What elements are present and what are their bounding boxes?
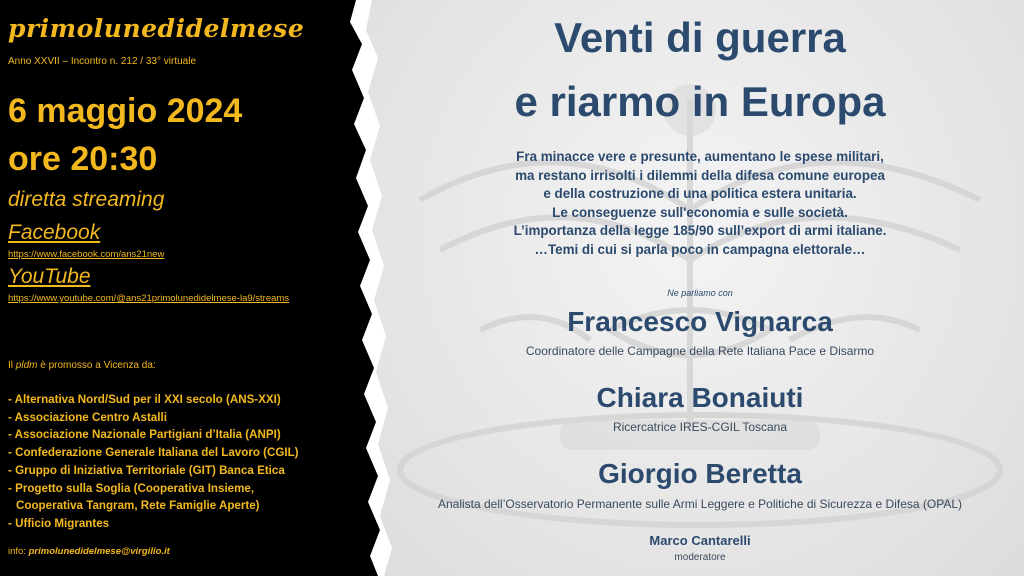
organization-item: Cooperativa Tangram, Rete Famiglie Aperte): [16, 499, 260, 513]
promo-prefix: Il: [8, 360, 13, 371]
contact-email-link[interactable]: primolunedidelmese@virgilio.it: [28, 546, 170, 557]
event-date: 6 maggio 2024: [8, 92, 243, 130]
organizations-list: [8, 391, 299, 533]
youtube-url-link[interactable]: https://www.youtube.com/@ans21primolunedidelmese-la9/streams: [8, 293, 290, 304]
event-title-line1: Venti di guerra: [554, 14, 846, 61]
speaker-name: Giorgio Beretta: [598, 458, 802, 489]
speaker-role: Ricercatrice IRES-CGIL Toscana: [612, 420, 788, 434]
organization-item: - Associazione Nazionale Partigiani d’Italia (ANPI): [8, 428, 281, 442]
facebook-url-link[interactable]: https://www.facebook.com/ans21new: [8, 249, 165, 260]
organization-item: - Ufficio Migrantes: [8, 516, 110, 530]
speaker-role: Analista dell’Osservatorio Permanente sulle Armi Leggere e Politiche di Sicurezza e Difesa (OPAL): [437, 497, 963, 511]
description-line: e della costruzione di una politica estera unitaria.: [543, 186, 857, 202]
speaker-role: Coordinatore delle Campagne della Rete Italiana Pace e Disarmo: [525, 344, 875, 358]
organization-item: - Confederazione Generale Italiana del Lavoro (CGIL): [8, 446, 299, 460]
event-title-line2: e riarmo in Europa: [514, 78, 886, 125]
promo-abbr: pldm: [15, 360, 38, 371]
youtube-link[interactable]: YouTube: [8, 265, 91, 288]
moderator-role: moderatore: [674, 552, 726, 563]
edition-subtitle: Anno XXVII – Incontro n. 212 / 33° virtuale: [8, 56, 197, 67]
contact-info: [8, 546, 170, 557]
moderator-name: Marco Cantarelli: [649, 533, 751, 548]
description-line: ma restano irrisolti i dilemmi della difesa comune europea: [515, 167, 885, 183]
organization-item: - Alternativa Nord/Sud per il XXI secolo (ANS-XXI): [8, 393, 281, 406]
info-label: info:: [8, 546, 26, 557]
speaker-name: Chiara Bonaiuti: [596, 382, 804, 413]
description-line: …Temi di cui si parla poco in campagna elettorale…: [534, 241, 866, 257]
facebook-link[interactable]: Facebook: [8, 221, 101, 244]
speakers-intro: Ne parliamo con: [667, 288, 733, 298]
organization-item: - Associazione Centro Astalli: [8, 410, 167, 424]
description-line: Le conseguenze sull'economia e sulle società.: [552, 204, 848, 220]
brand-logo-text: primolunedidelmese: [8, 14, 305, 43]
promo-suffix: è promosso a Vicenza da:: [40, 360, 156, 371]
organization-item: - Gruppo di Iniziativa Territoriale (GIT) Banca Etica: [8, 463, 285, 477]
description-line: L’importanza della legge 185/90 sull’export di armi italiane.: [513, 223, 887, 239]
promoters-intro: [8, 360, 156, 371]
organization-item: - Progetto sulla Soglia (Cooperativa Insieme,: [8, 481, 255, 495]
description-line: Fra minacce vere e presunte, aumentano le spese militari,: [516, 149, 884, 164]
speaker-name: Francesco Vignarca: [567, 306, 833, 337]
event-time: ore 20:30: [8, 140, 158, 178]
left-panel: [0, 0, 370, 576]
streaming-label: diretta streaming: [8, 188, 165, 211]
